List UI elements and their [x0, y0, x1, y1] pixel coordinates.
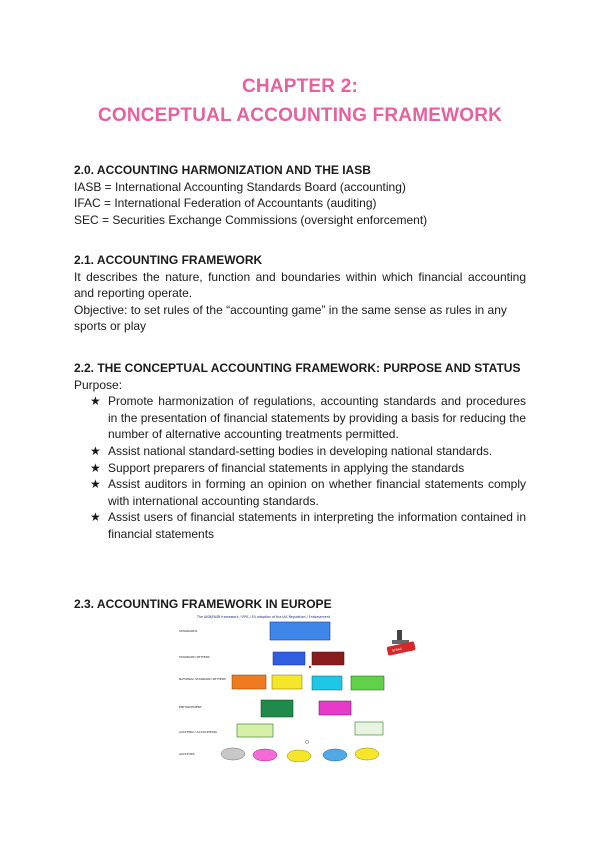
diagram-ellipse — [323, 749, 347, 761]
diagram-box — [355, 722, 383, 735]
diagram-box — [261, 700, 293, 717]
diagram-box — [232, 675, 266, 689]
diagram-graphic — [175, 612, 425, 762]
definition-line: IFAC = International Federation of Accountants (auditing) — [74, 196, 377, 211]
diagram-caption: The IASB/FASB framework / IFRS / EU adoption of the IAS Regulation / Endorsement — [197, 615, 330, 619]
section-2-0 — [74, 162, 526, 228]
purpose-list — [74, 393, 526, 542]
diagram-ellipse — [221, 748, 245, 760]
row-label: AUDITORS — [179, 752, 195, 756]
row-label: AUDITING / ACCOUNTING — [179, 730, 217, 734]
star-icon: ★ — [90, 394, 101, 409]
section-2-1 — [74, 252, 526, 335]
stamp-label: EFRAG — [391, 646, 403, 653]
section-2-3 — [74, 596, 526, 613]
list-item-text: Assist national standard-setting bodies in developing national standards. — [108, 443, 493, 458]
list-item — [74, 443, 526, 460]
definition-line: SEC = Securities Exchange Commissions (oversight enforcement) — [74, 212, 428, 227]
europe-framework-diagram — [175, 612, 425, 762]
diagram-ellipse — [287, 750, 311, 762]
row-label: NATIONAL STANDARD SETTERS — [179, 677, 226, 681]
list-item — [74, 393, 526, 443]
list-item-text: Assist users of financial statements in interpreting the information contained in financial statements — [108, 510, 526, 541]
row-label: ENFORCEMENT — [179, 705, 202, 709]
section-2-2 — [74, 360, 526, 543]
row-label: STANDARD SETTERS — [179, 655, 210, 659]
diagram-box — [270, 622, 330, 640]
list-item — [74, 476, 526, 509]
paragraph: It describes the nature, function and boundaries within which financial accounting and reporting operate. — [74, 269, 526, 301]
diagram-box — [351, 676, 384, 690]
diagram-ellipse — [253, 749, 277, 761]
definition-line: IASB = International Accounting Standards Board (accounting) — [74, 179, 406, 194]
star-icon: ★ — [90, 510, 101, 525]
diagram-ellipse — [355, 748, 379, 760]
section-heading: 2.1. ACCOUNTING FRAMEWORK — [74, 253, 263, 267]
diagram-box — [312, 652, 344, 665]
list-item-text: Promote harmonization of regulations, accounting standards and procedures in the presentation of financial statements by providing a basis for reducing the number of alternative accounting treatments permitted. — [108, 394, 526, 442]
section-heading: 2.2. THE CONCEPTUAL ACCOUNTING FRAMEWORK: PURPOSE AND STATUS — [74, 361, 521, 375]
diagram-box — [312, 676, 342, 690]
row-label: STANDARDS — [179, 629, 198, 633]
connector-dot — [309, 666, 311, 668]
list-item-text: Assist auditors in forming an opinion on whether financial statements comply with international accounting standards. — [108, 477, 526, 508]
section-heading: 2.0. ACCOUNTING HARMONIZATION AND THE IASB — [74, 163, 371, 177]
star-icon: ★ — [90, 477, 101, 492]
star-icon: ★ — [90, 460, 101, 475]
section-heading: 2.3. ACCOUNTING FRAMEWORK IN EUROPE — [74, 597, 332, 611]
diagram-box — [273, 652, 305, 665]
chapter-number: CHAPTER 2: — [241, 76, 358, 97]
paragraph: Objective: to set rules of the “accounting game” in the same sense as rules in any sports or play — [74, 302, 507, 334]
diagram-box — [272, 675, 302, 689]
star-icon: ★ — [90, 443, 101, 458]
list-item — [74, 509, 526, 542]
chapter-title: CONCEPTUAL ACCOUNTING FRAMEWORK — [97, 105, 503, 126]
list-item — [74, 460, 526, 477]
paragraph: Purpose: — [74, 377, 123, 392]
stamp-icon — [386, 630, 415, 656]
diagram-box — [237, 724, 273, 737]
list-item-text: Support preparers of financial statements in applying the standards — [108, 460, 465, 475]
diagram-box — [319, 701, 351, 715]
connector-dot — [305, 740, 308, 743]
